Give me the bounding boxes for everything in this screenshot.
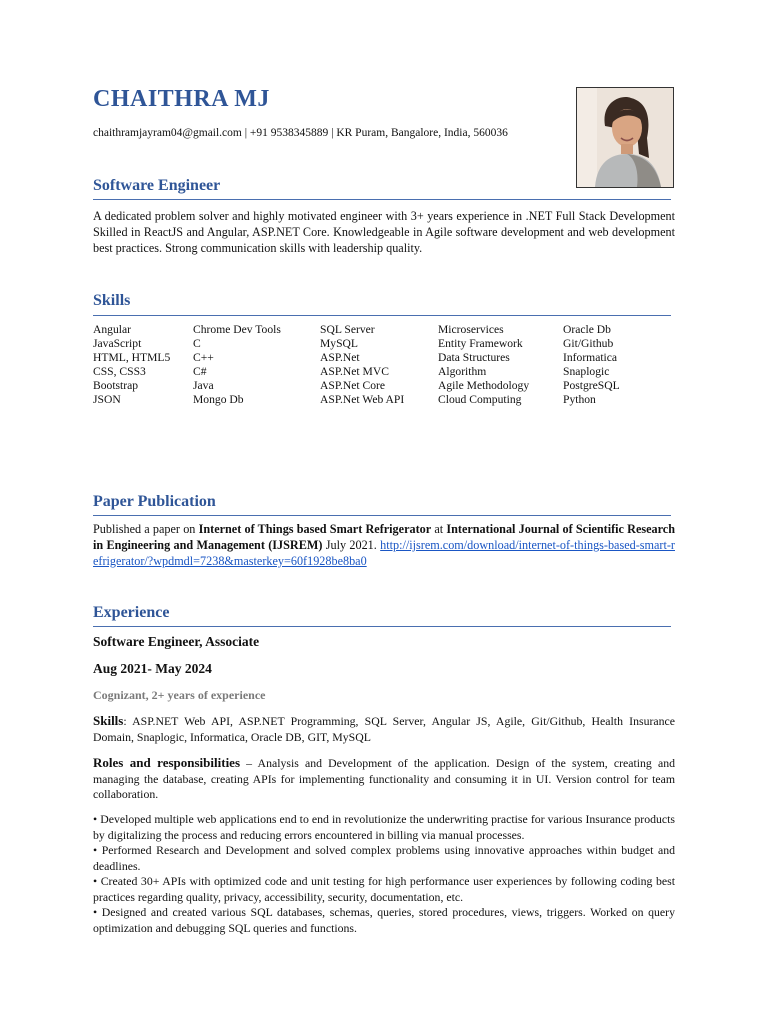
skills-column-5 <box>563 323 620 407</box>
skill-item: HTML, HTML5 <box>93 351 171 364</box>
skill-item: C# <box>193 365 207 378</box>
skill-item: Git/Github <box>563 337 614 350</box>
skill-item: Cloud Computing <box>438 393 522 406</box>
list-item: • Created 30+ APIs with optimized code and unit testing for high performance user experiences by following coding best practices regarding quality, privacy, accessibility, security, documentation, etc. <box>93 874 675 904</box>
skill-item: Java <box>193 379 214 392</box>
skill-item: Data Structures <box>438 351 510 364</box>
skill-item: Entity Framework <box>438 337 523 350</box>
skill-item: MySQL <box>320 337 359 350</box>
section-title-experience: Experience <box>93 604 170 621</box>
job-company: Cognizant, 2+ years of experience <box>93 688 266 702</box>
job-skills-label: Skills <box>93 713 124 728</box>
skill-item: Oracle Db <box>563 323 611 336</box>
skill-item: JavaScript <box>93 337 142 350</box>
journal-name: International Journal of Scientific Research in Engineering and Management (IJSREM) <box>93 522 675 552</box>
skill-item: ASP.Net MVC <box>320 365 389 378</box>
skill-item: Microservices <box>438 323 504 336</box>
skill-item: Bootstrap <box>93 379 139 392</box>
skill-item: ASP.Net Web API <box>320 393 405 406</box>
skill-item: CSS, CSS3 <box>93 365 146 378</box>
section-divider <box>93 626 671 627</box>
job-period: Aug 2021- May 2024 <box>93 661 212 676</box>
publication-link[interactable]: http://ijsrem.com/download/internet-of-things-based-smart-refrigerator/?wpdmdl=7238&masterkey=60f1928be8ba0 <box>93 538 675 568</box>
job-role: Software Engineer, Associate <box>93 634 260 649</box>
section-divider <box>93 315 671 316</box>
paper-title: Internet of Things based Smart Refrigerator <box>198 522 432 536</box>
section-title-skills: Skills <box>93 292 131 309</box>
skill-item: C++ <box>193 351 214 364</box>
skill-item: Informatica <box>563 351 618 364</box>
contact-line: chaithramjayram04@gmail.com | +91 9538345889 | KR Puram, Bangalore, India, 560036 <box>93 127 508 139</box>
skill-item: Algorithm <box>438 365 487 378</box>
skill-item: C <box>193 337 201 350</box>
skill-item: PostgreSQL <box>563 379 620 392</box>
publication-prefix: Published a paper on <box>93 522 199 536</box>
list-item: • Designed and created various SQL databases, schemas, queries, stored procedures, views, triggers. Worked on query optimization and debugging SQL queries and functions. <box>93 905 675 935</box>
section-divider <box>93 199 671 200</box>
job-skills <box>93 713 675 745</box>
section-title-summary: Software Engineer <box>93 177 221 194</box>
skill-item: Python <box>563 393 596 406</box>
publication-text <box>93 521 675 569</box>
profile-photo <box>576 87 674 188</box>
job-roles-text: – Analysis and Development of the application. Design of the system, creating and managing the database, creating APIs for implementing functionality and consuming it in UI. Version control for team collaboration. <box>93 756 675 801</box>
publication-date: July 2021. <box>322 538 381 552</box>
skill-item: Angular <box>93 323 131 336</box>
skill-item: Mongo Db <box>193 393 244 406</box>
skills-column-1 <box>93 323 170 407</box>
job-skills-text: : ASP.NET Web API, ASP.NET Programming, SQL Server, Angular JS, Agile, Git/Github, Health Insurance Domain, Snaplogic, Informatica, Oracle DB, GIT, MySQL <box>93 714 675 744</box>
summary-text: A dedicated problem solver and highly motivated engineer with 3+ years experience in .NET Full Stack Development Skilled in ReactJS and Angular, ASP.NET Core. Knowledgeable in Agile software development and web development best practices. Strong communication skills with leadership quality. <box>93 209 675 255</box>
publication-at: at <box>431 522 447 536</box>
candidate-name: CHAITHRA MJ <box>93 86 270 112</box>
skill-item: ASP.Net <box>320 351 360 364</box>
skills-column-3 <box>320 323 404 407</box>
skill-item: JSON <box>93 393 121 406</box>
skill-item: SQL Server <box>320 323 375 336</box>
skills-column-4 <box>438 323 529 407</box>
list-item: • Developed multiple web applications end to end in revolutionize the underwriting practise for various Insurance products by digitalizing the process and reducing errors encountered in billing via manual processes. <box>93 812 675 842</box>
skill-item: Snaplogic <box>563 365 610 378</box>
job-roles <box>93 755 675 803</box>
skill-item: Agile Methodology <box>438 379 530 392</box>
skill-item: ASP.Net Core <box>320 379 386 392</box>
responsibility-list <box>93 812 675 936</box>
job-roles-label: Roles and responsibilities <box>93 755 241 770</box>
section-divider <box>93 515 671 516</box>
skills-column-2 <box>193 323 281 407</box>
skill-item: Chrome Dev Tools <box>193 323 281 336</box>
list-item: • Performed Research and Development and solved complex problems using innovative approaches within budget and deadlines. <box>93 843 675 873</box>
section-title-publication: Paper Publication <box>93 493 216 510</box>
